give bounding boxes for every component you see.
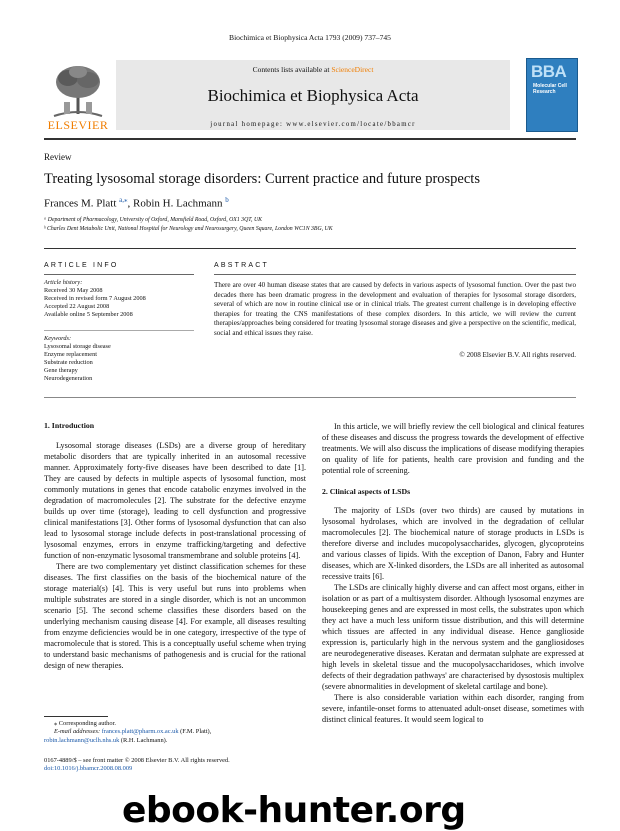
- keywords: [44, 335, 204, 383]
- history-item: Received in revised form 7 August 2008: [44, 295, 146, 302]
- abstract-bottom-rule: [44, 397, 576, 398]
- paragraph: There is also considerable variation within each disorder, ranging from severe, infantile-onset forms to attenuated adult-onset disease, sometimes with distinct clinical features. It would seem logical to: [322, 693, 584, 724]
- elsevier-logo: [44, 58, 112, 130]
- paragraph: The majority of LSDs (over two thirds) are caused by mutations in lysosomal hydrolases, which are involved in the degradation of cellular macromolecules [2]. The biochemical nature of storage products in LSDs is therefore diverse and includes mucopolysaccharides, glycogen, glycoproteins and various classes of lipids. With the exception of Danon, Fabry and Hunter diseases, which are X-linked disorders, the LSDs are all inherited as autosomal recessive traits [6].: [322, 506, 584, 581]
- watermark: ebook-hunter.org: [122, 790, 466, 831]
- abstract-text: There are over 40 human disease states that are caused by defects in various aspects of lysosomal function. Over the past two decades there has been dramatic progress in the development and evaluation of therapies for lysosomal storage disorders, several of which are now in routine clinical use or in clinical trials. The greatest current challenge is in developing effective therapies for treating the CNS manifestations of these complex disorders. In this article, we will review the current therapies/approaches being considered for treating lysosomal storage diseases and give a perspective on the scientific, medical, social and ethical issues they raise.: [214, 281, 576, 337]
- issn-line: 0167-4889/$ – see front matter © 2008 Elsevier B.V. All rights reserved.: [44, 757, 230, 764]
- paragraph: In this article, we will briefly review the cell biological and clinical features of these diseases and discuss the progress towards the development of effective treatments. We will also discuss the implications of disease modifying therapies on quality of life for patients, health care provision and funding and the potential role of screening.: [322, 422, 584, 475]
- history-item: Available online 5 September 2008: [44, 311, 133, 318]
- footnote-rule: [44, 716, 108, 717]
- journal-title: Biochimica et Biophysica Acta: [207, 86, 419, 105]
- contents-line: Contents lists available at ScienceDirect: [252, 65, 374, 74]
- doi-link[interactable]: doi:10.1016/j.bbamcr.2008.08.009: [44, 765, 133, 773]
- section-heading: 1. Introduction: [44, 421, 95, 430]
- corresponding-author-note: ⁎ Corresponding author.: [54, 720, 116, 727]
- affiliation: ᵃ Department of Pharmacology, University of Oxford, Mansfield Road, Oxford, OX1 3QT, UK: [44, 217, 263, 223]
- footnote: [44, 720, 306, 745]
- cover-subtitle: Molecular Cell Research: [533, 83, 567, 95]
- email-line: E-mail addresses: frances.platt@pharm.ox.ac.uk (F.M. Platt),: [54, 728, 212, 736]
- elsevier-wordmark: ELSEVIER: [47, 118, 109, 132]
- email-line: robin.lachmann@uclh.nhs.uk (R.H. Lachmann).: [44, 736, 168, 744]
- author-name: Robin H. Lachmann: [133, 197, 223, 210]
- author-affiliation-marker[interactable]: b: [225, 196, 229, 204]
- email-link[interactable]: frances.platt@pharm.ox.ac.uk: [101, 728, 179, 736]
- keyword: Substrate reduction: [44, 359, 93, 366]
- right-column-body: [322, 421, 584, 725]
- history-item: Received 30 May 2008: [44, 287, 103, 294]
- article-history: [44, 279, 204, 319]
- keyword: Neurodegeneration: [44, 375, 93, 382]
- front-matter: [44, 757, 324, 774]
- section-heading: 2. Clinical aspects of LSDs: [322, 487, 411, 496]
- journal-homepage[interactable]: journal homepage: www.elsevier.com/locate/bbamcr: [210, 121, 416, 128]
- article-info-rule: [44, 274, 194, 275]
- article-title: Treating lysosomal storage disorders: Current practice and future prospects: [44, 171, 480, 187]
- sciencedirect-link[interactable]: ScienceDirect: [331, 65, 374, 74]
- masthead-rule: [44, 138, 576, 140]
- keyword: Gene therapy: [44, 367, 78, 374]
- history-item: Accepted 22 August 2008: [44, 303, 110, 310]
- paragraph: Lysosomal storage diseases (LSDs) are a diverse group of hereditary metabolic disorders that are typically inherited in an autosomal recessive manner. Approximately forty-five diseases have been described to date [1]. They are caused by defects in multiple aspects of lysosomal function, most commonly mutations in genes that encode catabolic enzymes involved in the degradation of macromolecules [2]. The substrate for the defective enzyme builds up over time (storage), leading to cell dysfunction and progressive clinical manifestations [3]. Other forms of lysosomal dysfunction that can also lead to lysosomal storage include defects in post-translational processing of lysosomal enzymes, errors in enzyme trafficking/targeting and defective function of non-enzymatic lysosomal transmembrane and soluble proteins [4].: [44, 441, 306, 560]
- header-rule: [44, 248, 576, 249]
- history-label: Article history:: [44, 279, 83, 286]
- article-type: Review: [44, 152, 72, 162]
- journal-cover: [526, 58, 578, 132]
- author-name: Frances M. Platt: [44, 197, 117, 210]
- keyword: Lysosomal storage disease: [44, 343, 111, 350]
- left-column-body: [44, 440, 306, 671]
- email-link[interactable]: robin.lachmann@uclh.nhs.uk: [44, 736, 120, 744]
- affiliation: ᵇ Charles Dent Metabolic Unit, National Hospital for Neurology and Neurosurgery, Queen Square, London WC1N 3BG, UK: [44, 226, 333, 232]
- keywords-label: Keywords:: [44, 335, 72, 342]
- keyword: Enzyme replacement: [44, 351, 97, 358]
- author-list: Frances M. Platt $^{a,⁎}$, Robin H. Lachmann $^b$: [44, 196, 229, 210]
- abstract-copyright: © 2008 Elsevier B.V. All rights reserved.: [459, 351, 576, 359]
- keywords-rule: [44, 330, 194, 331]
- journal-citation: Biochimica et Biophysica Acta 1793 (2009) 737–745: [229, 33, 391, 42]
- author-affiliation-marker[interactable]: a,⁎: [119, 196, 128, 204]
- abstract-rule: [214, 274, 576, 275]
- article-info-heading: ARTICLE INFO: [44, 262, 119, 269]
- paragraph: The LSDs are clinically highly diverse and can affect most organs, either in isolation or as part of a multisystem disorder. Although lysosomal enzymes are housekeeping genes and are expressed in most cells, the substrates upon which they act have a much less uniform tissue distribution, and this will determine which tissues are affected in any individual disease. Hence ganglioside expression is, particularly high in the nervous system and the gangliosidoses are neurodegenerative diseases. Keratan and dermatan sulphate are expressed at high levels in skeletal tissue and the mucopolysaccharidoses, which involve defects of their degradation pathways' are characterised by dysostosis multiplex (severe abnormalities in development of skeletal cartilage and bone).: [322, 583, 584, 691]
- paragraph: There are two complementary yet distinct classification schemes for these diseases. The first classifies on the basis of the biochemical nature of the storage material(s) [4]. This is very useful but runs into problems when multiple substrates are stored in a single disorder, which is not an uncommon scenario [5]. The second scheme classifies these disorders based on the underlying mechanism causing disease [4]. For example, all diseases resulting from enzyme deficiencies would be in one category, irrespective of the type of macromolecule that is stored. This is a conceptually useful scheme when trying to understand basic mechanisms of pathogenesis and is crucial for the rational design of new therapies.: [44, 562, 306, 670]
- cover-title: BBA: [531, 62, 567, 81]
- abstract-heading: ABSTRACT: [214, 262, 269, 269]
